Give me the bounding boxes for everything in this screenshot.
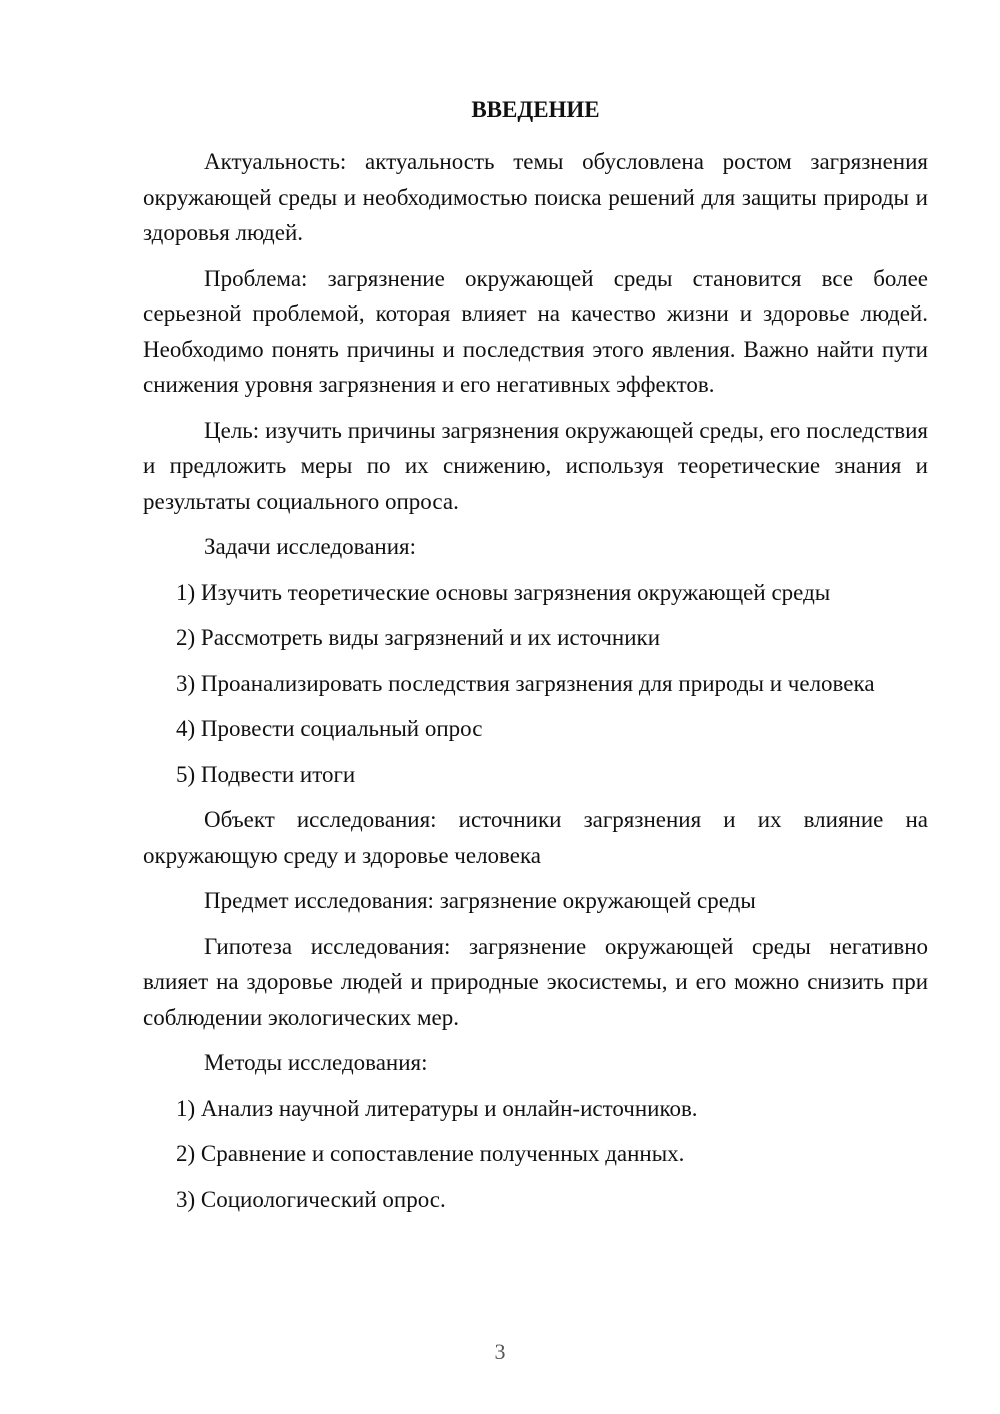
- goal-paragraph: Цель: изучить причины загрязнения окружающей среды, его последствия и предложить меры по их снижению, используя теоретические знания и результаты социального опроса.: [143, 417, 928, 514]
- page-title: ВВЕДЕНИЕ: [471, 97, 600, 122]
- problem-paragraph: Проблема: загрязнение окружающей среды становится все более серьезной проблемой, которая влияет на качество жизни и здоровье людей. Необходимо понять причины и последствия этого явления. Важно найти пути снижения уровня загрязнения и его негативных эффектов.: [143, 265, 928, 397]
- method-item-2: 2) Сравнение и сопоставление полученных данных.: [176, 1141, 685, 1166]
- task-item-1: 1) Изучить теоретические основы загрязнения окружающей среды: [176, 579, 831, 605]
- methods-heading: Методы исследования:: [204, 1050, 428, 1075]
- relevance-paragraph: Актуальность: актуальность темы обусловлена ростом загрязнения окружающей среды и необходимостью поиска решений для защиты природы и здоровья людей.: [143, 149, 928, 245]
- object-paragraph: Объект исследования: источники загрязнения и их влияние на окружающую среду и здоровье человека: [143, 807, 928, 868]
- tasks-heading: Задачи исследования:: [204, 534, 417, 559]
- page-content: [143, 92, 928, 1227]
- task-item-4: 4) Провести социальный опрос: [176, 716, 483, 741]
- page-number: 3: [494, 1339, 506, 1364]
- hypothesis-paragraph: Гипотеза исследования: загрязнение окружающей среды негативно влияет на здоровье людей и природные экосистемы, и его можно снизить при соблюдении экологических мер.: [143, 933, 928, 1030]
- method-item-3: 3) Социологический опрос.: [176, 1186, 446, 1212]
- method-item-1: 1) Анализ научной литературы и онлайн-источников.: [176, 1095, 698, 1121]
- task-item-2: 2) Рассмотреть виды загрязнений и их источники: [176, 625, 661, 650]
- subject-paragraph: Предмет исследования: загрязнение окружающей среды: [204, 888, 756, 913]
- task-item-5: 5) Подвести итоги: [176, 761, 356, 787]
- task-item-3: 3) Проанализировать последствия загрязнения для природы и человека: [176, 670, 875, 696]
